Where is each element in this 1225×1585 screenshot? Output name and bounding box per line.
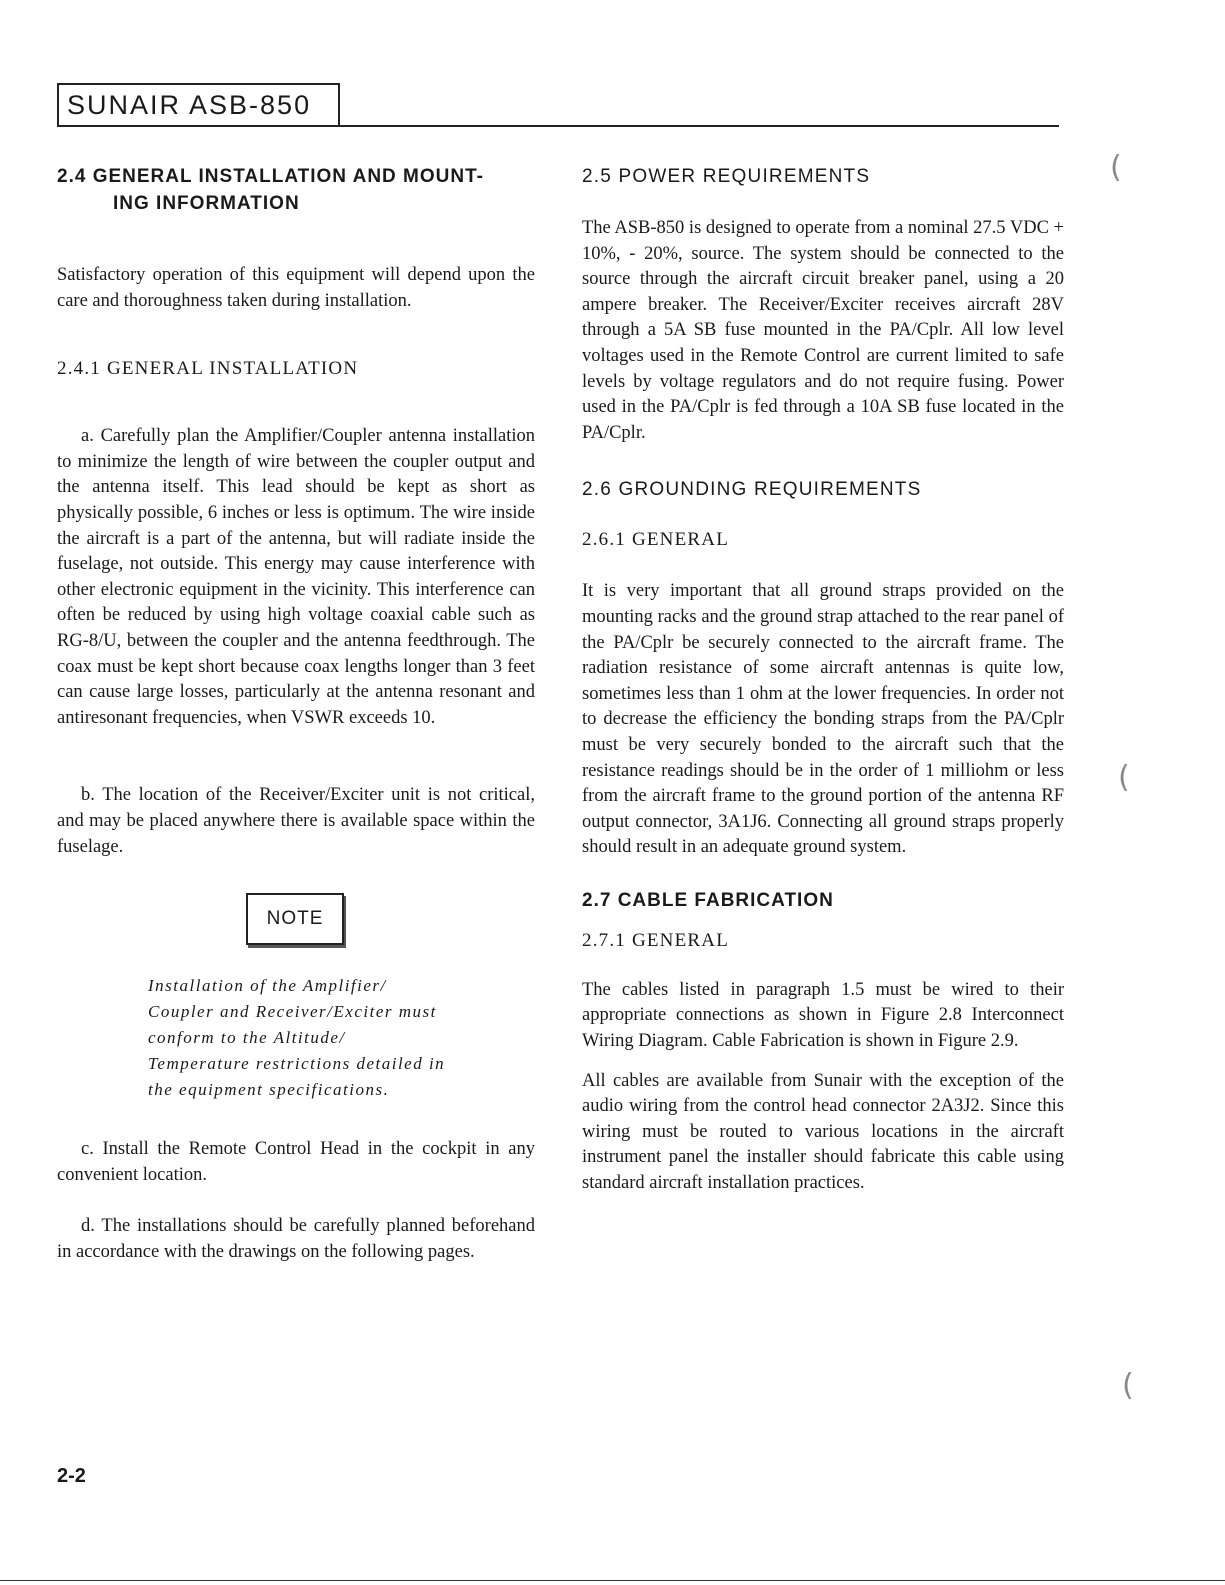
document-header-title: SUNAIR ASB-850 (57, 83, 340, 127)
scan-edge-line (0, 1580, 1225, 1581)
section-2-6-heading: 2.6 GROUNDING REQUIREMENTS (582, 479, 922, 501)
section-2-6-1-text: It is very important that all ground straps provided on the mounting racks and the ground strap attached to the rear panel of the PA/Cplr be securely connected to the aircraft frame. The radiation resistance of some aircraft antennas is quite low, sometimes less than 1 ohm at the lower frequencies. In order not to decrease the efficiency the bonding straps from the PA/Cplr must be very securely bonded to the aircraft such that the resistance readings should be in the order of 1 milliohm or less from the aircraft frame to the ground portion of the antenna RF output connector, 3A1J6. Connecting all ground straps properly should result in an adequate ground system. (582, 581, 1064, 858)
right-column (582, 163, 1064, 1197)
margin-binding-mark: ( (1118, 760, 1130, 795)
note-label: NOTE (246, 893, 344, 945)
paragraph-a: a. Carefully plan the Amplifier/Coupler antenna installation to minimize the length of wire between the coupler output and the antenna itself. This lead should be kept as short as physically possible, 6 inches or less is optimum. The wire inside the aircraft is a part of the antenna, but will radiate inside the fuselage, not outside. This energy may cause interference with other electronic equipment in the vicinity. This interference can often be reduced by using high voltage coaxial cable such as RG-8/U, between the coupler and the antenna feedthrough. The coax must be kept short because coax lengths longer than 3 feet can cause large losses, particularly at the antenna resonant and antiresonant frequencies, when VSWR exceeds 10. (57, 426, 535, 728)
paragraph-c: c. Install the Remote Control Head in the cockpit in any convenient location. (57, 1139, 535, 1185)
section-2-4-1-heading: 2.4.1 GENERAL INSTALLATION (57, 358, 359, 380)
section-2-7-heading: 2.7 CABLE FABRICATION (582, 889, 834, 911)
paragraph-d: d. The installations should be carefully planned beforehand in accordance with the drawings on the following pages. (57, 1216, 535, 1262)
section-2-7-1-heading: 2.7.1 GENERAL (582, 929, 730, 951)
section-2-4-heading (57, 163, 535, 217)
header-rule (57, 125, 1059, 127)
page-number: 2-2 (57, 1465, 86, 1487)
margin-binding-mark: ( (1110, 150, 1122, 185)
section-2-4-heading-line1: 2.4 GENERAL INSTALLATION AND MOUNT- (57, 166, 484, 187)
section-2-7-1-text-1: The cables listed in paragraph 1.5 must be wired to their appropriate connections as shown in Figure 2.8 Interconnect Wiring Diagram. Cable Fabrication is shown in Figure 2.9. (582, 979, 1064, 1052)
section-2-5-heading: 2.5 POWER REQUIREMENTS (582, 166, 871, 187)
section-2-6-1-heading: 2.6.1 GENERAL (582, 529, 730, 551)
section-2-4-intro: Satisfactory operation of this equipment will depend upon the care and thoroughness taken during installation. (57, 265, 535, 311)
section-2-5-text: The ASB-850 is designed to operate from a nominal 27.5 VDC + 10%, - 20%, source. The system should be connected to the source through the aircraft circuit breaker panel, using a 20 ampere breaker. The Receiver/Exciter receives aircraft 28V through a 5A SB fuse mounted in the PA/Cplr. All low level voltages used in the Remote Control are current limited to safe levels by voltage regulators and do not require fusing. Power used in the PA/Cplr is fed through a 10A SB fuse located in the PA/Cplr. (582, 218, 1064, 443)
left-column (57, 163, 535, 1265)
section-2-4-heading-line2: ING INFORMATION (113, 193, 300, 214)
section-2-7-1-text-2: All cables are available from Sunair with the exception of the audio wiring from the control head connector 2A3J2. Since this wiring must be routed to various locations in the aircraft instrument panel the installer should fabricate this cable using standard aircraft installation practices. (582, 1070, 1064, 1194)
margin-binding-mark: ( (1122, 1368, 1134, 1403)
note-text: Installation of the Amplifier/ Coupler and Receiver/Exciter must conform to the Altitude/ Temperature restrictions detailed in the equipment specifications. (148, 976, 446, 1100)
paragraph-b: b. The location of the Receiver/Exciter unit is not critical, and may be placed anywhere there is available space within the fuselage. (57, 785, 535, 857)
